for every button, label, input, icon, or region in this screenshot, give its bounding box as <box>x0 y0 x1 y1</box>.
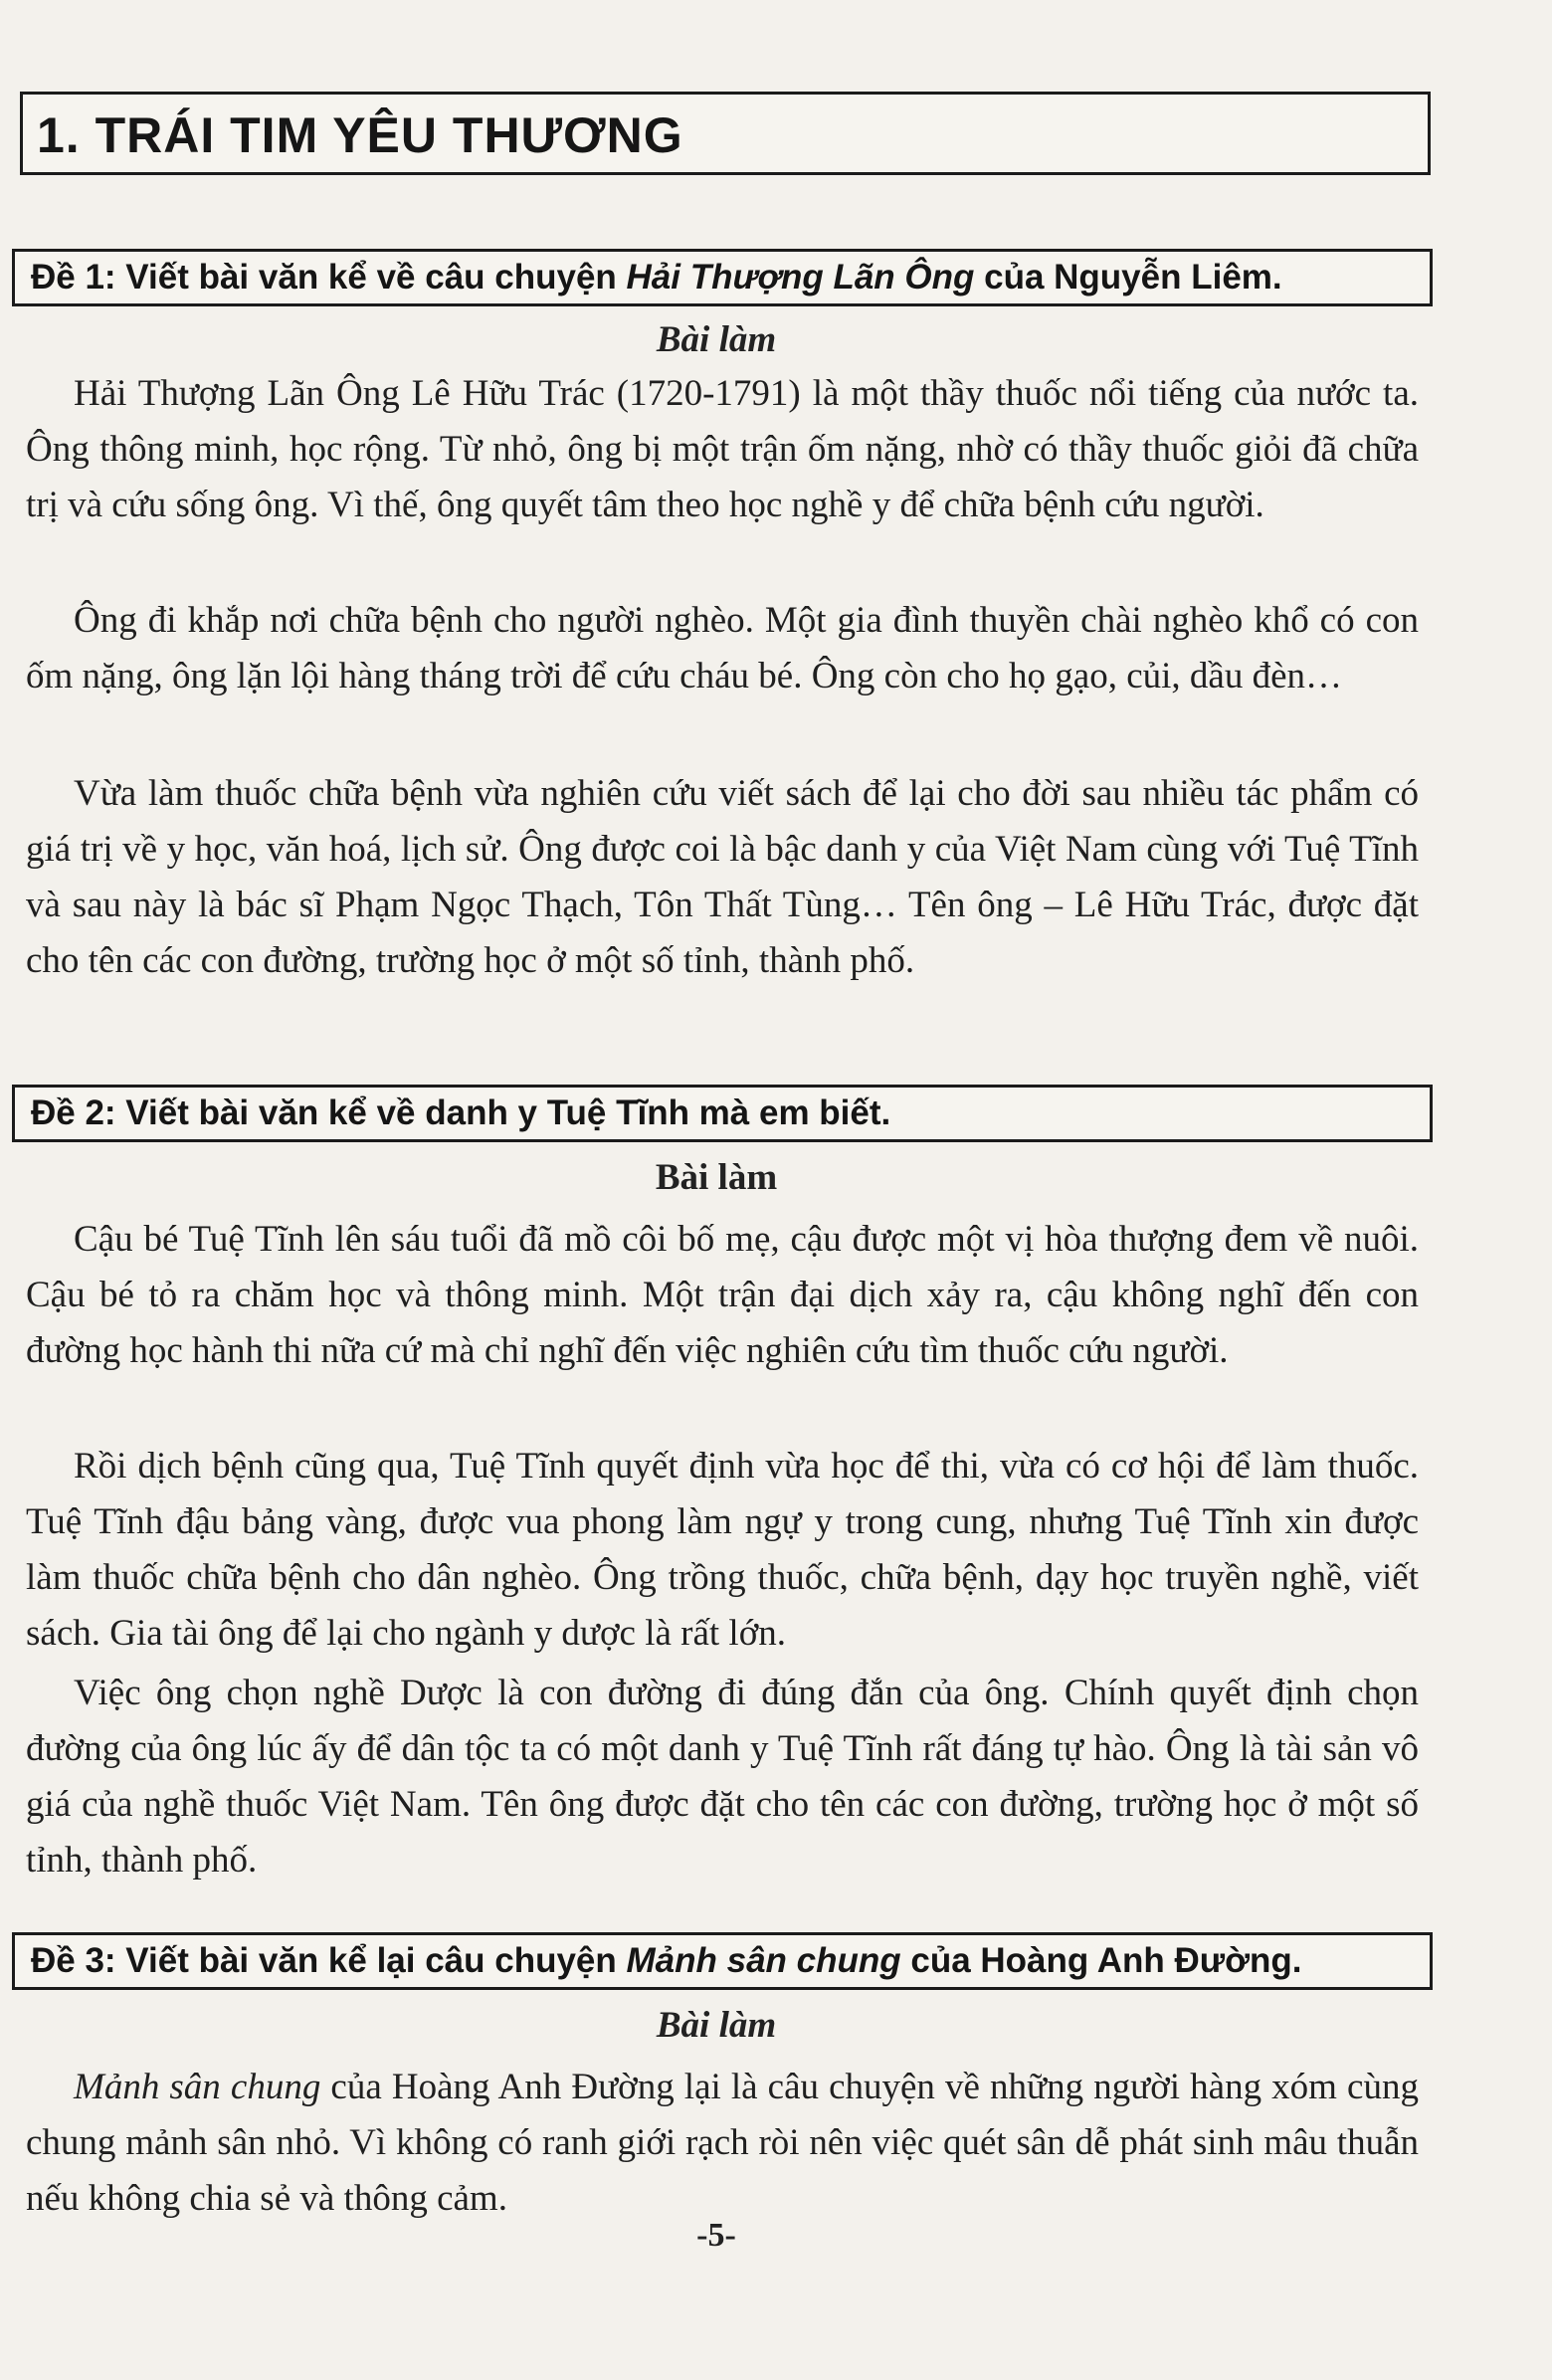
page-number: -5- <box>696 2217 736 2254</box>
chapter-title: 1. TRÁI TIM YÊU THƯƠNG <box>37 107 683 163</box>
paragraph-3-1-text: của Hoàng Anh Đường lại là câu chuyện về những người hàng xóm cùng chung mảnh sân nhỏ. Vì không có ranh giới rạch ròi nên việc quét sân dễ phát sinh mâu thuẫn nếu không chia sẻ và thông cảm. <box>26 2067 1419 2219</box>
story-title: Mảnh sân chung <box>74 2067 321 2107</box>
prompt-1-prefix: Đề 1: Viết bài văn kể về câu chuyện <box>31 258 627 297</box>
paragraph-2-3: Việc ông chọn nghề Dược là con đường đi đúng đắn của ông. Chính quyết định chọn đường của ông lúc ấy để dân tộc ta có một danh y Tuệ Tĩnh rất đáng tự hào. Ông là tài sản vô giá của nghề thuốc Việt Nam. Tên ông được đặt cho tên các con đường, trường học ở một số tỉnh, thành phố. <box>26 1673 1419 1881</box>
paragraph-3-1 <box>26 2060 1419 2227</box>
prompt-1 <box>12 249 1433 306</box>
paragraph-2-2: Rồi dịch bệnh cũng qua, Tuệ Tĩnh quyết định vừa học để thi, vừa có cơ hội để làm thuốc. Tuệ Tĩnh đậu bảng vàng, được vua phong làm ngự y trong cung, nhưng Tuệ Tĩnh xin được làm thuốc chữa bệnh cho dân nghèo. Ông trồng thuốc, chữa bệnh, dạy học truyền nghề, viết sách. Gia tài ông để lại cho ngành y dược là rất lớn. <box>26 1446 1419 1654</box>
paragraph-1-1: Hải Thượng Lãn Ông Lê Hữu Trác (1720-1791) là một thầy thuốc nổi tiếng của nước ta. Ông thông minh, học rộng. Từ nhỏ, ông bị một trận ốm nặng, nhờ có thầy thuốc giỏi đã chữa trị và cứu sống ông. Vì thế, ông quyết tâm theo học nghề y để chữa bệnh cứu người. <box>26 373 1419 525</box>
prompt-3-suffix: của Hoàng Anh Đường. <box>900 1941 1302 1980</box>
paragraph-1-3: Vừa làm thuốc chữa bệnh vừa nghiên cứu viết sách để lại cho đời sau nhiều tác phẩm có giá trị về y học, văn hoá, lịch sử. Ông được coi là bậc danh y của Việt Nam cùng với Tuệ Tĩnh và sau này là bác sĩ Phạm Ngọc Thạch, Tôn Thất Tùng… Tên ông – Lê Hữu Trác, được đặt cho tên các con đường, trường học ở một số tỉnh, thành phố. <box>26 773 1419 981</box>
heading-bai-lam-2: Bài làm <box>655 1157 778 1198</box>
prompt-3-title: Mảnh sân chung <box>626 1941 901 1980</box>
heading-bai-lam-3: Bài làm <box>656 2005 777 2046</box>
prompt-3 <box>12 1932 1433 1990</box>
prompt-2-text: Đề 2: Viết bài văn kể về danh y Tuệ Tĩnh mà em biết. <box>31 1093 891 1132</box>
prompt-2 <box>12 1085 1433 1142</box>
heading-bai-lam-1: Bài làm <box>656 319 777 360</box>
paragraph-1-2: Ông đi khắp nơi chữa bệnh cho người nghèo. Một gia đình thuyền chài nghèo khổ có con ốm nặng, ông lặn lội hàng tháng trời để cứu cháu bé. Ông còn cho họ gạo, củi, dầu đèn… <box>26 600 1419 696</box>
prompt-3-prefix: Đề 3: Viết bài văn kể lại câu chuyện <box>31 1941 627 1980</box>
chapter-header <box>20 92 1431 175</box>
paragraph-2-1: Cậu bé Tuệ Tĩnh lên sáu tuổi đã mồ côi bố mẹ, cậu được một vị hòa thượng đem về nuôi. Cậu bé tỏ ra chăm học và thông minh. Một trận đại dịch xảy ra, cậu không nghĩ đến con đường học hành thi nữa cứ mà chỉ nghĩ đến việc nghiên cứu tìm thuốc cứu người. <box>26 1219 1419 1371</box>
prompt-1-title: Hải Thượng Lãn Ông <box>626 258 975 297</box>
prompt-1-suffix: của Nguyễn Liêm. <box>974 258 1282 297</box>
